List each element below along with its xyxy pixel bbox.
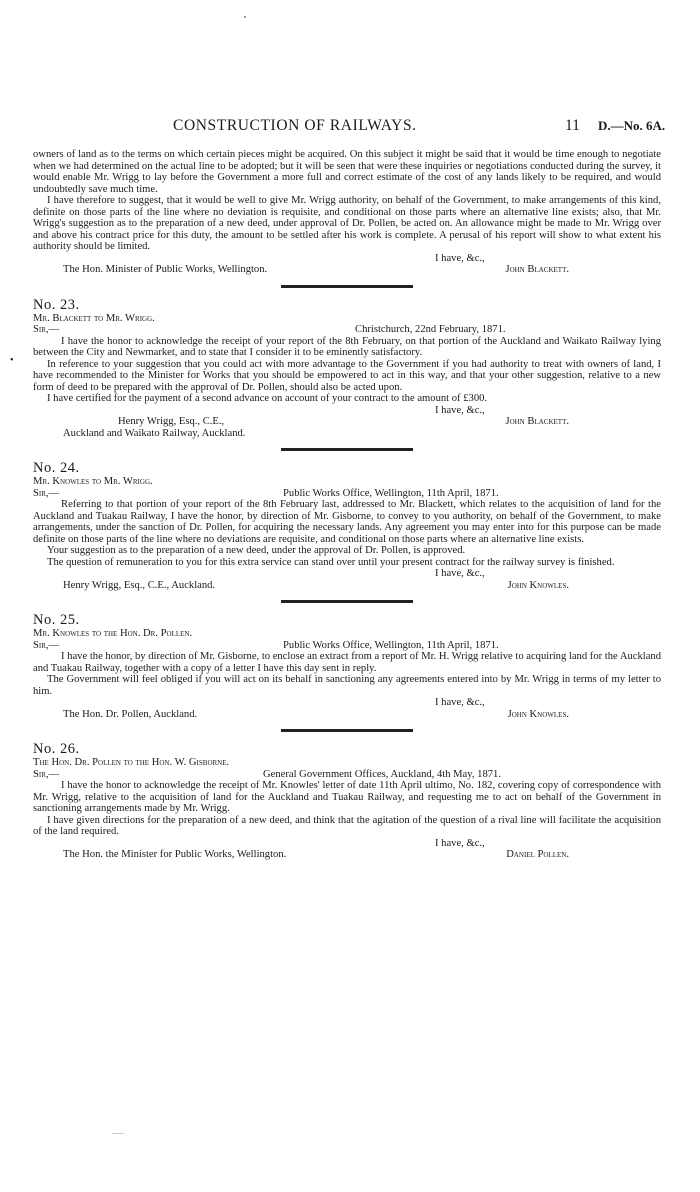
letter-number: No. 23. <box>33 296 80 313</box>
salutation: Sir,— <box>33 487 60 499</box>
paragraph: I have therefore to suggest, that it would be well to give Mr. Wrigg authority, on behalf of the Government, to make arrangements of this kind, definite on those parts of the line where no deviation is requisite, and conditional on those parts where an alternative line exists; also, that Mr. Wrigg's suggestion as to the preparation of a new deed, under approval of Dr. Pollen, be acted on. An allowance might be made to Mr. Wrigg over and above his contract price for this duty, the amount to be settled after his work is complete. A perusal of his report will show to what extent his authority should be limited. <box>33 195 661 252</box>
addressee: The Hon. Minister of Public Works, Wellington. <box>63 264 268 275</box>
margin-mark: • <box>10 355 14 366</box>
letter-26 <box>33 741 661 861</box>
signature: John Blackett. <box>505 264 569 275</box>
section-rule <box>281 729 413 732</box>
intro-section <box>33 149 661 276</box>
letter-number: No. 24. <box>33 460 80 476</box>
signoff <box>33 580 661 592</box>
document-body <box>33 149 661 861</box>
signature: John Blackett. <box>505 416 569 427</box>
letter-25 <box>33 612 661 720</box>
salutation-line <box>33 769 661 781</box>
letter-from-to: The Hon. Dr. Pollen to the Hon. W. Gisborne. <box>33 757 230 768</box>
paragraph: The question of remuneration to you for this extra service can stand over until your present contract for the railway survey is finished. <box>47 556 615 568</box>
place-date: General Government Offices, Auckland, 4th May, 1871. <box>263 768 502 780</box>
signature: Daniel Pollen. <box>506 849 569 860</box>
letter-from-to: Mr. Knowles to the Hon. Dr. Pollen. <box>33 628 193 639</box>
salutation: Sir,— <box>33 324 60 335</box>
salutation-line <box>33 488 661 500</box>
scan-speck <box>244 16 246 18</box>
paragraph: The Government will feel obliged if you will act on its behalf in sanctioning any agreements entered into by Mr. Wrigg in terms of my letter to him. <box>33 674 661 697</box>
letter-23 <box>33 297 661 440</box>
paragraph: I have the honor to acknowledge the receipt of your report of the 8th February, on that portion of the Auckland and Waikato Railway lying between the City and Newmarket, and to state that I consider it to be eminently satisfactory. <box>33 335 661 358</box>
addressee: The Hon. Dr. Pollen, Auckland. <box>63 708 198 720</box>
paragraph: I have the honor to acknowledge the receipt of Mr. Knowles' letter of date 11th April ultimo, No. 182, covering copy of correspondence with Mr. Wrigg, relative to the acquisition of land for the Auckland and Tuakau Railway, and requesting me to act on behalf of the Government in sanctioning arrangements made by Mr. Wrigg. <box>33 780 661 814</box>
section-rule <box>281 285 413 288</box>
closing: I have, &c., <box>435 252 485 264</box>
letter-from-to: Mr. Knowles to Mr. Wrigg. <box>33 476 153 487</box>
section-rule <box>281 600 413 603</box>
paragraph: Your suggestion as to the preparation of a new deed, under the approval of Dr. Pollen, is approved. <box>47 545 466 556</box>
place-date: Public Works Office, Wellington, 11th April, 1871. <box>283 639 499 651</box>
letter-number: No. 25. <box>33 612 80 628</box>
letter-number: No. 26. <box>33 741 80 757</box>
letter-24 <box>33 460 661 591</box>
signoff <box>33 709 661 721</box>
page-number: 11 <box>565 117 580 134</box>
page-title: CONSTRUCTION OF RAILWAYS. <box>173 117 417 134</box>
salutation: Sir,— <box>33 639 60 651</box>
place-date: Christchurch, 22nd February, 1871. <box>355 324 506 335</box>
signature: John Knowles. <box>507 579 569 591</box>
paragraph: owners of land as to the terms on which certain pieces might be acquired. On this subject it might be said that it would be time enough to negotiate when we had determined on the actual line to be adopted; but it will be seen that were these inquiries or negotiations conducted during the survey, it would enable Mr. Wrigg to lay before the Government a more full and correct estimate of the cost of any lands likely to be required, and would undoubtedly save much time. <box>33 149 661 195</box>
paragraph: I have the honor, by direction of Mr. Gisborne, to enclose an extract from a report of Mr. H. Wrigg relative to acquiring land for the Auckland and Tuakau Railway, together with a copy of a letter I have this day sent in reply. <box>33 651 661 674</box>
section-rule <box>281 448 413 451</box>
paragraph: I have certified for the payment of a second advance on account of your contract to the amount of £300. <box>47 393 488 404</box>
closing: I have, &c., <box>435 404 485 416</box>
signoff <box>33 416 661 428</box>
addressee: Henry Wrigg, Esq., C.E., Auckland. <box>63 579 216 591</box>
addressee-line-2: Auckland and Waikato Railway, Auckland. <box>63 427 246 439</box>
signature: John Knowles. <box>507 708 569 720</box>
salutation: Sir,— <box>33 768 60 780</box>
closing: I have, &c., <box>435 697 485 708</box>
salutation-line <box>33 640 661 652</box>
paragraph: I have given directions for the preparation of a new deed, and think that the agitation of the question of a rival line will facilitate the acquisition of the land required. <box>33 814 661 837</box>
letter-from-to: Mr. Blackett to Mr. Wrigg. <box>33 312 155 324</box>
salutation-line <box>33 324 661 336</box>
closing: I have, &c., <box>435 837 485 849</box>
signoff <box>33 849 661 861</box>
page-header <box>0 117 700 137</box>
closing: I have, &c., <box>435 568 485 579</box>
signoff <box>33 264 661 276</box>
addressee: Henry Wrigg, Esq., C.E., <box>118 416 225 427</box>
paragraph: Referring to that portion of your report of the 8th February last, addressed to Mr. Blackett, which relates to the acquisition of land for the Auckland and Tuakau Railway, I have the honor, by direction of Mr. Gisborne, to convey to you authority, on behalf of the Government, to make arrangements, under the sanction of Dr. Pollen, for acquiring the necessary lands. Any agreement you may enter into for this purpose can be made definite on those parts of the line where no deviations are requisite, and conditional on those parts where an alternative line exists. <box>33 499 661 545</box>
scan-speck <box>112 1133 124 1134</box>
document-reference: D.—No. 6A. <box>598 118 666 133</box>
place-date: Public Works Office, Wellington, 11th April, 1871. <box>283 487 499 499</box>
addressee: The Hon. the Minister for Public Works, Wellington. <box>63 849 287 860</box>
paragraph: In reference to your suggestion that you could act with more advantage to the Government if you had authority to treat with owners of land, I have recommended to the Minister for Works that you should be empowered to act in this way, and that your other suggestion, relative to a new form of deed to be prepared with the approval of Dr. Pollen, should also be acted upon. <box>33 358 661 393</box>
